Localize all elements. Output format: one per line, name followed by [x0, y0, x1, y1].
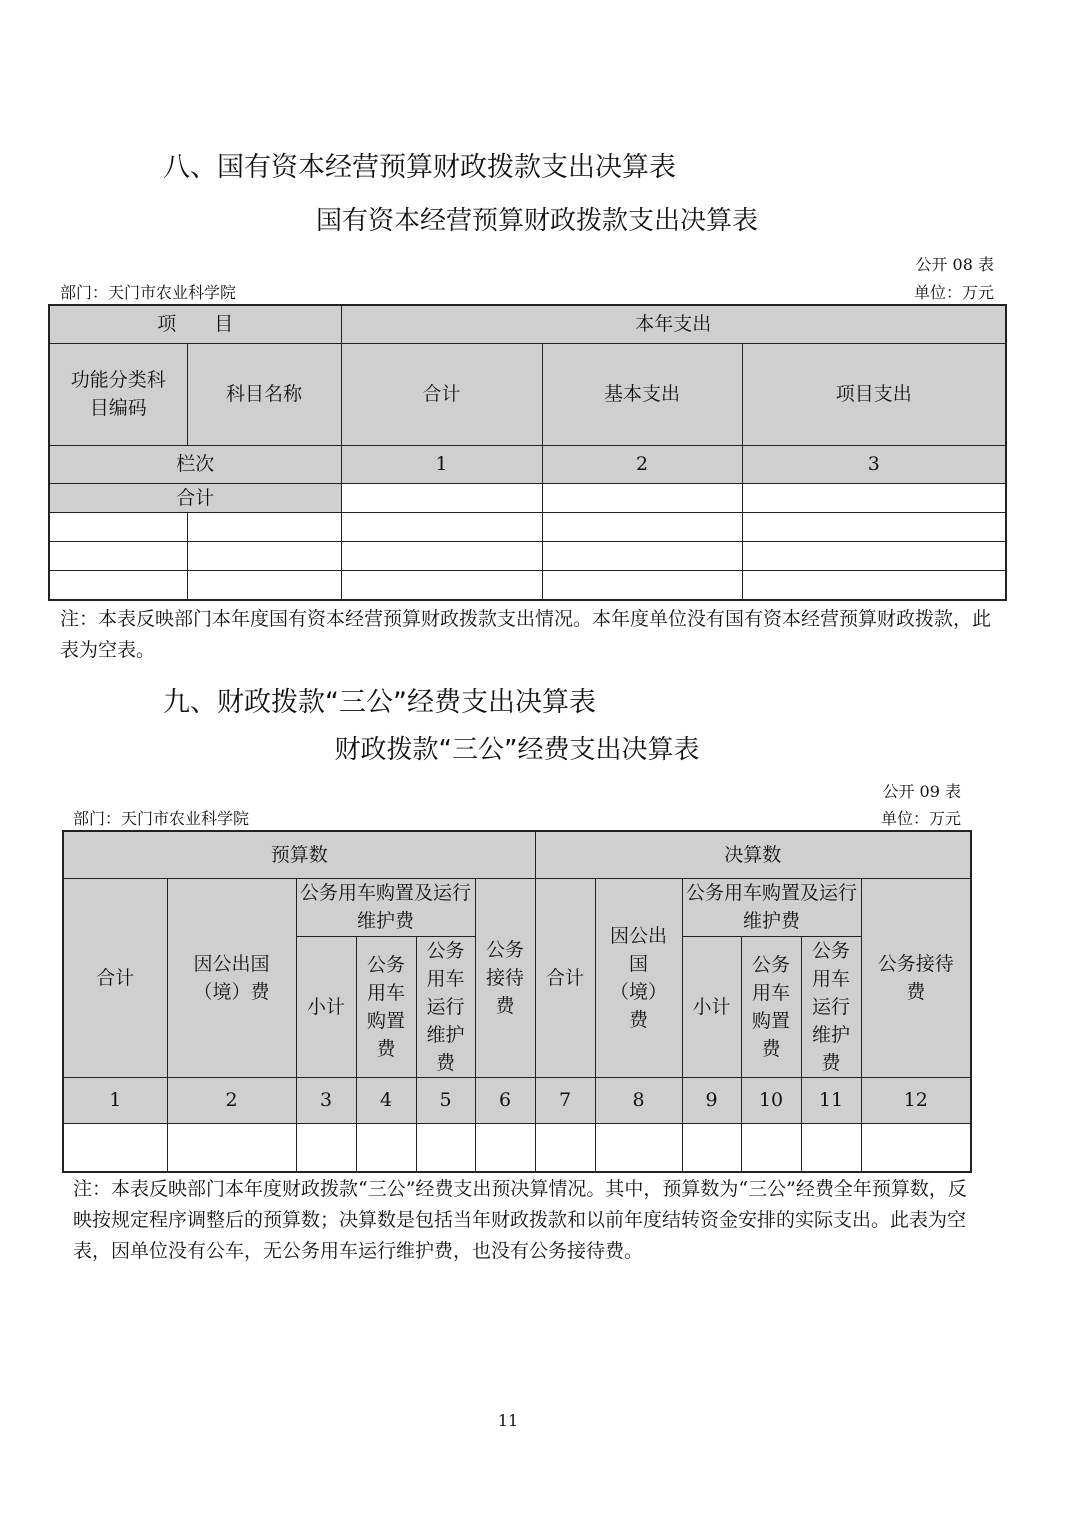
table-cell	[341, 483, 542, 513]
header-subtotal: 小计	[296, 936, 356, 1077]
department-label: 部门：天门市农业科学院	[60, 283, 237, 302]
column-index-1: 1	[341, 445, 542, 483]
column-number: 1	[63, 1077, 167, 1123]
table-cell	[742, 483, 1006, 513]
header-abroad-expense-final: 因公出国（境）费	[595, 878, 682, 1077]
header-subtotal-final: 小计	[682, 936, 741, 1077]
header-project-expenditure: 项目支出	[742, 343, 1006, 445]
section-9-note: 注：本表反映部门本年度财政拨款“三公”经费支出预决算情况。其中，预算数为“三公”经费全年预算数，反映按规定程序调整后的预算数；决算数是包括当年财政拨款和以前年度结转资金安排的实际支出。此表为空表，因单位没有公车，无公务用车运行维护费，也没有公务接待费。	[73, 1178, 967, 1262]
header-car-maintenance-final: 公务用车运行维护费	[801, 936, 861, 1077]
column-number: 7	[535, 1077, 595, 1123]
section-8-note: 注：本表反映部门本年度国有资本经营预算财政拨款支出情况。本年度单位没有国有资本经营预算财政拨款，此表为空表。	[60, 608, 992, 661]
table-row	[63, 1123, 971, 1172]
header-subject-name: 科目名称	[187, 343, 341, 445]
table-row	[49, 513, 1006, 542]
column-number: 4	[356, 1077, 416, 1123]
header-total: 合计	[341, 343, 542, 445]
header-total: 合计	[63, 878, 167, 1077]
form-number-08: 公开 08 表	[915, 255, 994, 274]
column-number: 9	[682, 1077, 741, 1123]
header-budget: 预算数	[63, 831, 535, 878]
department-label: 部门：天门市农业科学院	[73, 809, 250, 828]
table-row	[49, 542, 1006, 571]
table-row	[49, 571, 1006, 600]
section-9-title: 财政拨款“三公”经费支出决算表	[334, 735, 700, 765]
header-car-purchase: 公务用车购置费	[356, 936, 416, 1077]
section-8-title: 国有资本经营预算财政拨款支出决算表	[315, 206, 758, 236]
header-car-expense-group: 公务用车购置及运行维护费	[296, 878, 475, 936]
column-number: 3	[296, 1077, 356, 1123]
header-function-code: 功能分类科目编码	[49, 343, 187, 445]
three-public-expenses-table	[62, 830, 972, 1173]
header-reception-expense: 公务接待费	[475, 878, 535, 1077]
column-index-2: 2	[542, 445, 742, 483]
column-number: 6	[475, 1077, 535, 1123]
section-9-heading: 九、财政拨款“三公”经费支出决算表	[163, 687, 596, 718]
table-cell	[542, 483, 742, 513]
form-number-09: 公开 09 表	[882, 782, 961, 801]
column-index-label: 栏次	[49, 445, 341, 483]
unit-label: 单位：万元	[913, 283, 994, 302]
header-basic-expenditure: 基本支出	[542, 343, 742, 445]
column-number: 8	[595, 1077, 682, 1123]
column-number: 5	[416, 1077, 475, 1123]
row-total-label: 合计	[49, 483, 341, 513]
unit-label: 单位：万元	[880, 809, 961, 828]
column-number: 11	[801, 1077, 861, 1123]
header-final-accounts: 决算数	[535, 831, 971, 878]
header-item: 项 目	[49, 305, 341, 343]
column-number: 12	[861, 1077, 971, 1123]
section-8-heading: 八、国有资本经营预算财政拨款支出决算表	[163, 152, 676, 183]
header-car-maintenance: 公务用车运行维护费	[416, 936, 475, 1077]
column-index-3: 3	[742, 445, 1006, 483]
header-total-final: 合计	[535, 878, 595, 1077]
page-number: 11	[497, 1411, 519, 1430]
header-car-purchase-final: 公务用车购置费	[741, 936, 801, 1077]
header-car-expense-group-final: 公务用车购置及运行维护费	[682, 878, 861, 936]
column-number: 10	[741, 1077, 801, 1123]
state-capital-expenditure-table	[48, 304, 1007, 601]
header-year-expenditure: 本年支出	[341, 305, 1006, 343]
header-abroad-expense: 因公出国（境）费	[167, 878, 296, 1077]
column-number: 2	[167, 1077, 296, 1123]
header-reception-expense-final: 公务接待费	[861, 878, 971, 1077]
